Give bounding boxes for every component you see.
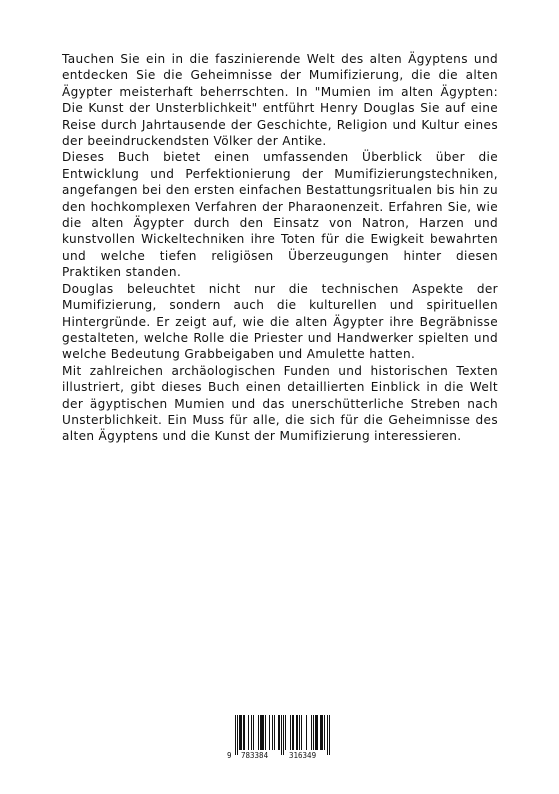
barcode-bar: [324, 715, 325, 750]
barcode-bar: [239, 715, 240, 750]
blurb-paragraph-1: Tauchen Sie ein in die faszinierende Welt des alten Ägyptens und entdecken Sie die Geheimnisse der Mumifizierung, die die alten Ägypter meisterhaft beherrschten. In "Mumien im alten Ägypten: Die Kunst der Unsterblichkeit" entführt Henry Douglas Sie auf eine Reise durch Jahrtausende der Geschichte, Religion und Kultur eines der beeindruckendsten Völker der Antike.: [62, 52, 498, 149]
barcode-bar: [320, 715, 321, 750]
barcode-bar: [292, 715, 293, 750]
barcode-bar: [317, 715, 318, 750]
barcode-bar: [244, 715, 245, 750]
blurb-paragraph-4: Mit zahlreichen archäologischen Funden und historischen Texten illustriert, gibt dieses Buch einen detaillierten Einblick in die Welt der ägyptischen Mumien und das unerschütterliche Streben nach Unsterblichkeit. Ein Muss für alle, die sich für die Geheimnisse des alten Ägyptens und die Kunst der Mumifizierung interessieren.: [62, 363, 498, 444]
barcode-bar: [311, 715, 312, 750]
barcode-bar: [260, 715, 261, 750]
barcode-bar: [281, 715, 282, 755]
barcode-digits: [226, 751, 338, 761]
barcode-bar: [283, 715, 284, 755]
barcode-bar: [274, 715, 275, 750]
barcode-bar: [251, 715, 252, 750]
barcode-bar: [258, 715, 259, 750]
barcode-first-digit: 9: [227, 751, 232, 760]
barcode-right-group: 316349: [289, 751, 317, 760]
barcode-bar: [240, 715, 241, 750]
barcode-bar: [301, 715, 302, 750]
barcode-bar: [306, 715, 307, 750]
barcode-bar: [293, 715, 294, 750]
barcode-bar: [285, 715, 286, 750]
barcode-bar: [253, 715, 254, 750]
barcode-bar: [269, 715, 270, 750]
barcode-bar: [313, 715, 314, 750]
barcode-bar: [297, 715, 298, 750]
barcode-bar: [321, 715, 322, 750]
barcode-bar: [279, 715, 280, 750]
blurb-paragraph-3: Douglas beleuchtet nicht nur die technischen Aspekte der Mumifizierung, sondern auch die kulturellen und spirituellen Hintergründe. Er zeigt auf, wie die alten Ägypter ihre Begräbnisse gestalteten, welche Rolle die Priester und Handwerker spielten und welche Bedeutung Grabbeigaben und Amulette hatten.: [62, 281, 498, 362]
barcode-bar: [329, 715, 330, 755]
barcode-bar: [327, 715, 328, 755]
barcode-bar: [243, 715, 244, 750]
barcode-bar: [278, 715, 279, 750]
barcode-bar: [241, 715, 242, 750]
isbn-barcode: [226, 713, 338, 763]
barcode-bar: [316, 715, 317, 750]
barcode-bar: [322, 715, 323, 750]
barcode-bar: [237, 715, 238, 755]
barcode-bar: [263, 715, 264, 750]
barcode-bar: [261, 715, 262, 750]
barcode-left-group: 783384: [241, 751, 269, 760]
barcode-bar: [296, 715, 297, 750]
blurb-paragraph-2: Dieses Buch bietet einen umfassenden Überblick über die Entwicklung und Perfektionierung der Mumifizierungstechniken, angefangen bei den ersten einfachen Bestattungsritualen bis hin zu den hochkomplexen Verfahren der Pharaonenzeit. Erfahren Sie, wie die alten Ägypter durch den Einsatz von Natron, Harzen und kunstvollen Wickeltechniken ihre Toten für die Ewigkeit bewahrten und welche tiefen religiösen Überzeugungen hinter diesen Praktiken standen.: [62, 150, 498, 280]
barcode-bar: [290, 715, 291, 750]
barcode-bar: [299, 715, 300, 750]
barcode-bar: [272, 715, 273, 750]
back-cover-blurb: [62, 51, 498, 445]
barcode-bar: [315, 715, 316, 750]
barcode-bar: [235, 715, 236, 755]
barcode-bar: [248, 715, 249, 750]
barcode-bar: [265, 715, 266, 750]
barcode-bar: [262, 715, 263, 750]
